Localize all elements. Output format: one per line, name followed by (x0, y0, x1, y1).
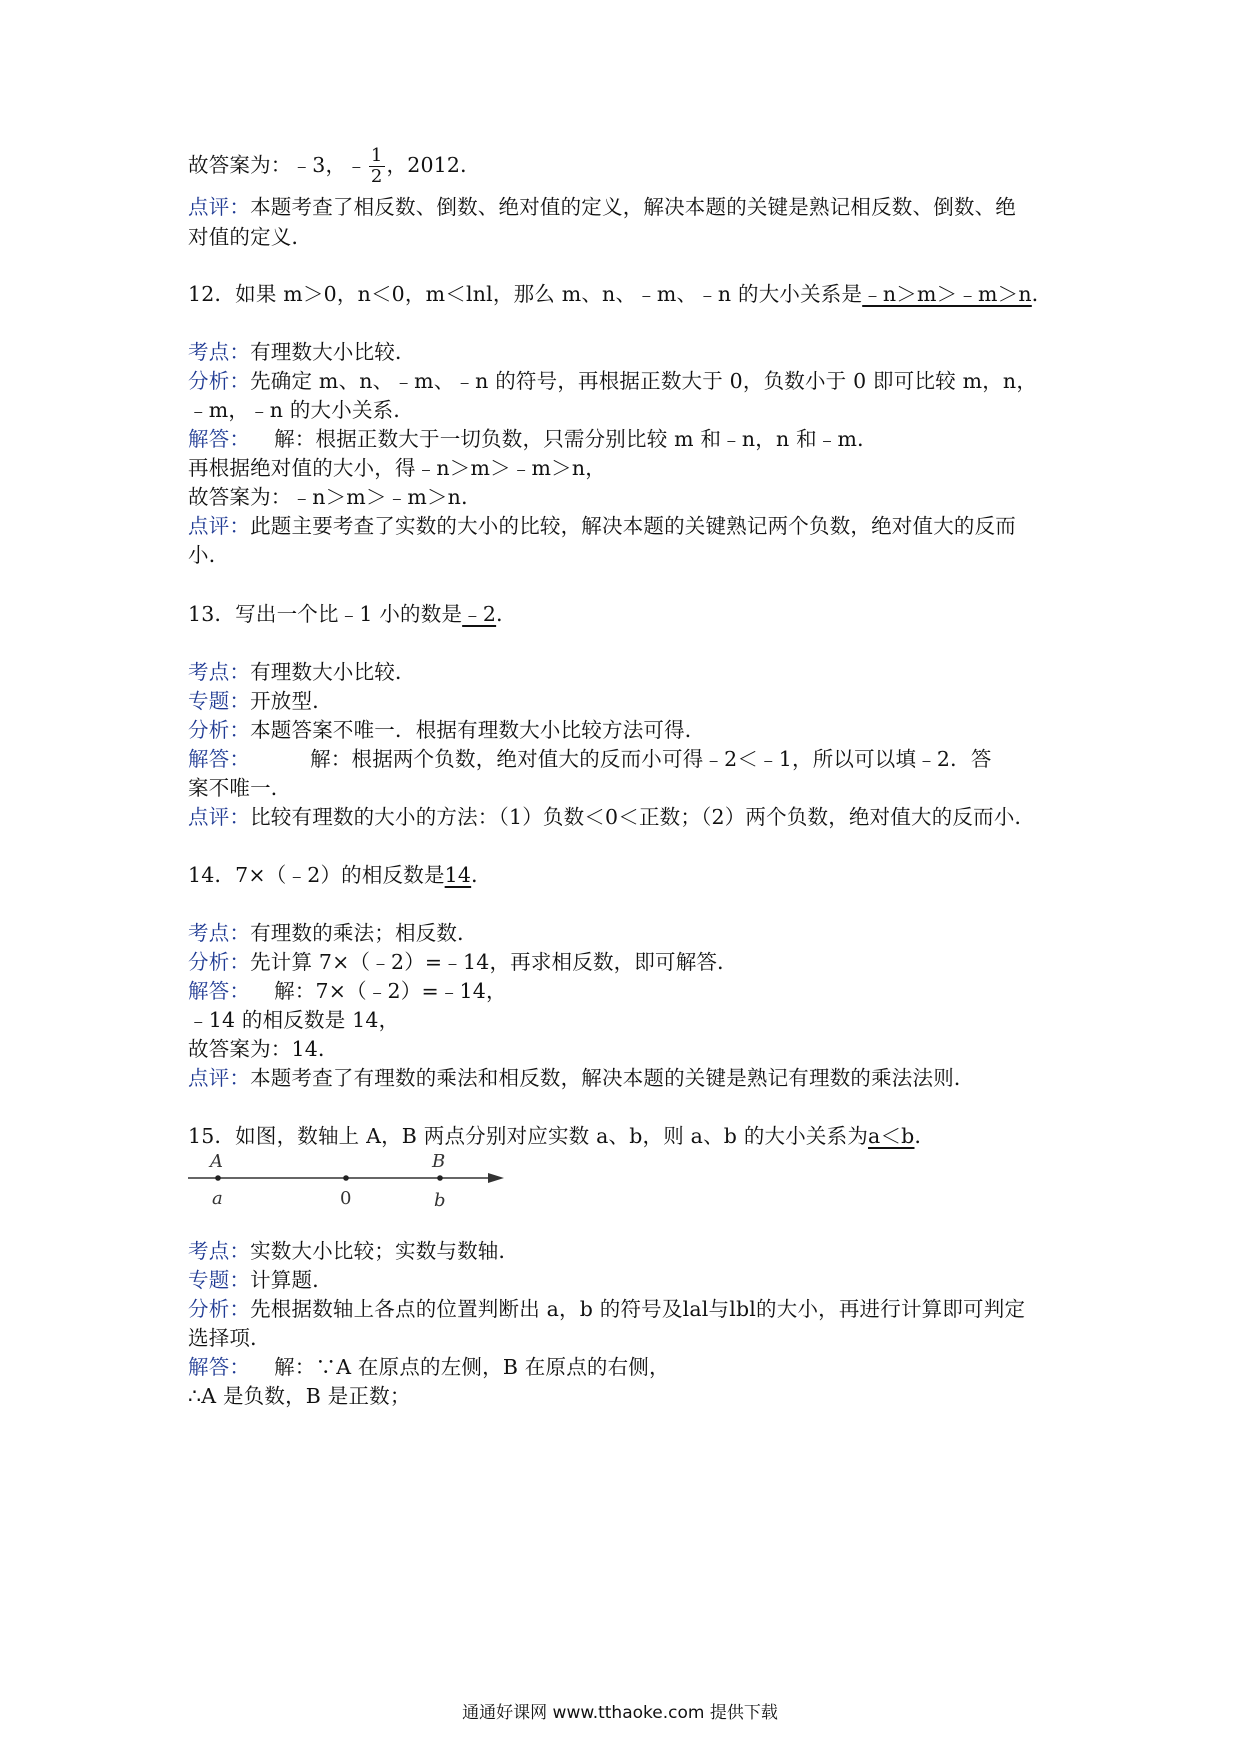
dianping-text: 本题考查了有理数的乘法和相反数，解决本题的关键是熟记有理数的乘法法则． (250, 1066, 975, 1090)
dianping-label: 点评： (188, 514, 251, 538)
jieda-text: ∴A 是负数，B 是正数； (188, 1384, 411, 1408)
review-line-2 (188, 222, 312, 252)
stem-end: ． (496, 602, 517, 626)
question-answer: ﹣n＞m＞﹣m＞n (862, 282, 1032, 306)
jieda-text: 解：根据正数大于一切负数，只需分别比较 m 和﹣n，n 和﹣m． (274, 427, 878, 451)
number-line-figure (188, 1152, 508, 1214)
q13-jieda-1 (188, 744, 992, 774)
q15-fenxi-1 (188, 1294, 1025, 1324)
kaodian-label: 考点： (188, 1239, 251, 1263)
q13-fenxi (188, 715, 706, 745)
q12-dianping-1 (188, 511, 1016, 541)
point-b-dot (437, 1175, 443, 1181)
zhuanti-text: 开放型． (250, 689, 333, 713)
q12-kaodian (188, 337, 416, 367)
jieda-text: 再根据绝对值的大小，得﹣n＞m＞﹣m＞n， (188, 456, 606, 480)
fraction-denominator: 2 (370, 166, 383, 187)
review-label: 点评： (188, 195, 251, 219)
question-14-stem (188, 860, 492, 890)
jieda-text: 故答案为：﹣n＞m＞﹣m＞n． (188, 485, 482, 509)
q15-kaodian (188, 1236, 519, 1266)
dianping-text: 比较有理数的大小的方法：（1）负数＜0＜正数；（2）两个负数，绝对值大的反而小． (250, 805, 1036, 829)
q15-jieda-2 (188, 1381, 411, 1411)
q13-jieda-2 (188, 773, 292, 803)
kaodian-label: 考点： (188, 340, 251, 364)
point-a-dot (215, 1175, 221, 1181)
review-text: 对值的定义． (188, 225, 313, 249)
q12-jieda-1 (188, 424, 878, 454)
q13-kaodian (188, 657, 416, 687)
jieda-text: 案不唯一． (188, 776, 292, 800)
fraction (369, 146, 385, 187)
question-12-stem (188, 279, 1053, 309)
q12-fenxi-2 (188, 395, 414, 425)
q12-jieda-3 (188, 482, 482, 512)
point-a-label: A (210, 1152, 223, 1172)
q12-dianping-2 (188, 540, 229, 570)
q13-zhuanti (188, 686, 333, 716)
q14-fenxi (188, 947, 738, 977)
dianping-text: 此题主要考查了实数的大小的比较，解决本题的关键熟记两个负数，绝对值大的反而 (250, 514, 1017, 538)
kaodian-label: 考点： (188, 921, 251, 945)
fenxi-text: 先计算 7×（﹣2）=﹣14，再求相反数，即可解答． (250, 950, 738, 974)
kaodian-text: 有理数的乘法；相反数． (250, 921, 478, 945)
fenxi-label: 分析： (188, 950, 251, 974)
jieda-label: 解答： (188, 1355, 251, 1379)
question-stem: 13．写出一个比﹣1 小的数是 (188, 602, 463, 626)
jieda-label: 解答： (188, 747, 251, 771)
number-line-arrow-icon (488, 1173, 504, 1183)
fenxi-label: 分析： (188, 718, 251, 742)
q15-zhuanti (188, 1265, 333, 1295)
question-15-stem (188, 1121, 935, 1151)
q14-jieda-2 (188, 1005, 399, 1035)
question-stem: 14．7×（﹣2）的相反数是 (188, 863, 445, 887)
answer-line (188, 146, 481, 187)
question-answer: 14 (444, 863, 472, 887)
q14-jieda-3 (188, 1034, 339, 1064)
stem-end: ． (914, 1124, 936, 1148)
q13-dianping (188, 802, 1035, 832)
fenxi-label: 分析： (188, 1297, 251, 1321)
kaodian-text: 有理数大小比较． (250, 340, 416, 364)
dianping-label: 点评： (188, 1066, 251, 1090)
fenxi-label: 分析： (188, 369, 251, 393)
q15-fenxi-2 (188, 1323, 271, 1353)
page-footer: 通通好课网 www.tthaoke.com 提供下载 (462, 1703, 778, 1723)
question-stem: 15．如图，数轴上 A，B 两点分别对应实数 a、b，则 a、b 的大小关系为 (188, 1124, 869, 1148)
jieda-label: 解答： (188, 427, 251, 451)
fenxi-text: ﹣m，﹣n 的大小关系． (188, 398, 415, 422)
jieda-text: 解：7×（﹣2）=﹣14， (274, 979, 507, 1003)
fenxi-text: 本题答案不唯一．根据有理数大小比较方法可得． (250, 718, 706, 742)
q14-jieda-1 (188, 976, 507, 1006)
origin-label: 0 (340, 1188, 352, 1209)
answer-prefix: 故答案为：﹣3，﹣ (188, 153, 367, 177)
stem-end: ． (471, 863, 492, 887)
answer-suffix: ，2012． (386, 153, 481, 177)
q12-fenxi-1 (188, 366, 1037, 396)
jieda-text: 解：根据两个负数，绝对值大的反而小可得﹣2＜﹣1，所以可以填﹣2．答 (310, 747, 992, 771)
q14-kaodian (188, 918, 478, 948)
kaodian-label: 考点： (188, 660, 251, 684)
dianping-label: 点评： (188, 805, 251, 829)
fraction-numerator: 1 (370, 145, 383, 166)
jieda-text: 解：∵A 在原点的左侧，B 在原点的右侧， (274, 1355, 670, 1379)
kaodian-text: 有理数大小比较． (250, 660, 416, 684)
question-13-stem (188, 599, 517, 629)
jieda-text: ﹣14 的相反数是 14， (188, 1008, 400, 1032)
review-line-1 (188, 192, 1016, 222)
fenxi-text: 先根据数轴上各点的位置判断出 a，b 的符号及lal与lbl的大小，再进行计算即可判定 (250, 1297, 1026, 1321)
review-text: 本题考查了相反数、倒数、绝对值的定义，解决本题的关键是熟记相反数、倒数、绝 (250, 195, 1017, 219)
q14-dianping (188, 1063, 975, 1093)
zhuanti-label: 专题： (188, 689, 251, 713)
stem-end: ． (1031, 282, 1053, 306)
origin-dot (343, 1175, 349, 1181)
zhuanti-label: 专题： (188, 1268, 251, 1292)
point-b-value: b (434, 1190, 446, 1211)
zhuanti-text: 计算题． (250, 1268, 333, 1292)
question-answer: ﹣2 (462, 602, 497, 626)
jieda-label: 解答： (188, 979, 251, 1003)
question-answer: a＜b (868, 1124, 915, 1148)
dianping-text: 小． (188, 543, 230, 567)
kaodian-text: 实数大小比较；实数与数轴． (250, 1239, 520, 1263)
q15-jieda-1 (188, 1352, 670, 1382)
point-a-value: a (212, 1188, 223, 1209)
question-stem: 12．如果 m＞0，n＜0，m＜lnl，那么 m、n、﹣m、﹣n 的大小关系是 (188, 282, 863, 306)
q12-jieda-2 (188, 453, 606, 483)
jieda-text: 故答案为：14． (188, 1037, 339, 1061)
fenxi-text: 选择项． (188, 1326, 271, 1350)
fenxi-text: 先确定 m、n、﹣m、﹣n 的符号，再根据正数大于 0，负数小于 0 即可比较 m，n， (250, 369, 1038, 393)
point-b-label: B (432, 1152, 446, 1172)
